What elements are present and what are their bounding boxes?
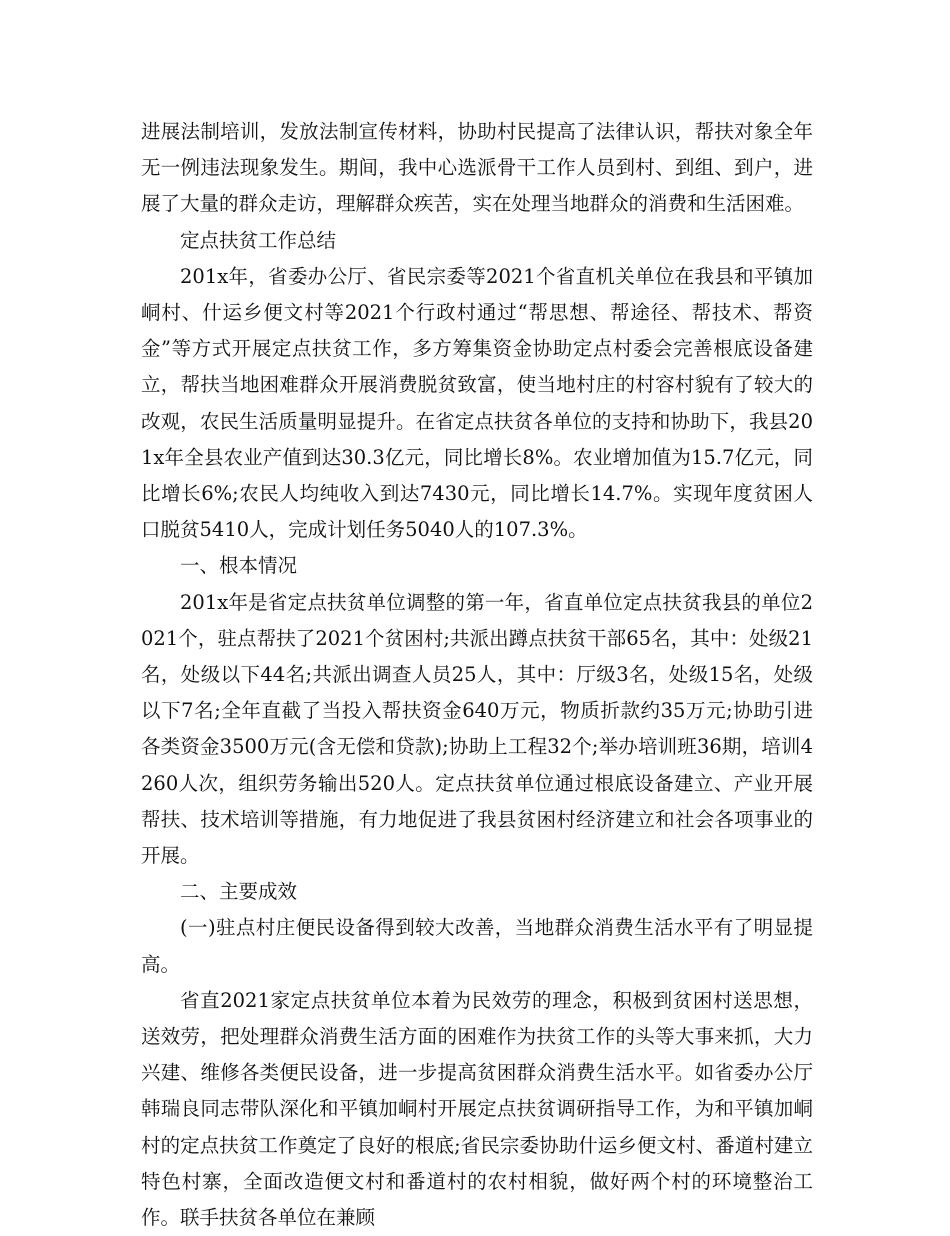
paragraph: 201x年是省定点扶贫单位调整的第一年，省直单位定点扶贫我县的单位2021个，驻点帮扶了2021个贫困村;共派出蹲点扶贫干部65名，其中：处级21名，处级以下44名;共派出调查人员25人，其中：厅级3名，处级15名，处级以下7名;全年直截了当投入帮扶资金640万元，物质折款约35万元;协助引进各类资金3500万元(含无偿和贷款);协助上工程32个;举办培训班36期，培训4260人次，组织劳务输出520人。定点扶贫单位通过根底设备建立、产业开展帮扶、技术培训等措施，有力地促进了我县贫困村经济建立和社会各项事业的开展。 (141, 590, 813, 868)
section-heading: 定点扶贫工作总结 (180, 228, 337, 252)
paragraph: 省直2021家定点扶贫单位本着为民效劳的理念，积极到贫困村送思想，送效劳，把处理群众消费生活方面的困难作为扶贫工作的头等大事来抓，大力兴建、维修各类便民设备，进一步提高贫困群众消费生活水平。如省委办公厅韩瑞良同志带队深化和平镇加峒村开展定点扶贫调研指导工作，为和平镇加峒村的定点扶贫工作奠定了良好的根底;省民宗委协助什运乡便文村、番道村建立特色村寨，全面改造便文村和番道村的农村相貌，做好两个村的环境整治工作。联手扶贫各单位在兼顾 (141, 988, 813, 1230)
subsection-heading: (一)驻点村庄便民设备得到较大改善，当地群众消费生活水平有了明显提高。 (141, 916, 813, 976)
paragraph: 进展法制培训，发放法制宣传材料，协助村民提高了法律认识，帮扶对象全年无一例违法现象发生。期间，我中心选派骨干工作人员到村、到组、到户，进展了大量的群众走访，理解群众疾苦，实在处理当地群众的消费和生活困难。 (141, 120, 813, 216)
document-body (141, 114, 813, 1236)
paragraph: 201x年，省委办公厅、省民宗委等2021个省直机关单位在我县和平镇加峒村、什运乡便文村等2021个行政村通过“帮思想、帮途径、帮技术、帮资金”等方式开展定点扶贫工作，多方筹集资金协助定点村委会完善根底设备建立，帮扶当地困难群众开展消费脱贫致富，使当地村庄的村容村貌有了较大的改观，农民生活质量明显提升。在省定点扶贫各单位的支持和协助下，我县201x年全县农业产值到达30.3亿元，同比增长8%。农业增加值为15.7亿元，同比增长6%;农民人均纯收入到达7430元，同比增长14.7%。实现年度贫困人口脱贫5410人，完成计划任务5040人的107.3%。 (141, 264, 813, 542)
section-heading: 一、根本情况 (180, 554, 298, 578)
section-heading: 二、主要成效 (180, 880, 298, 904)
